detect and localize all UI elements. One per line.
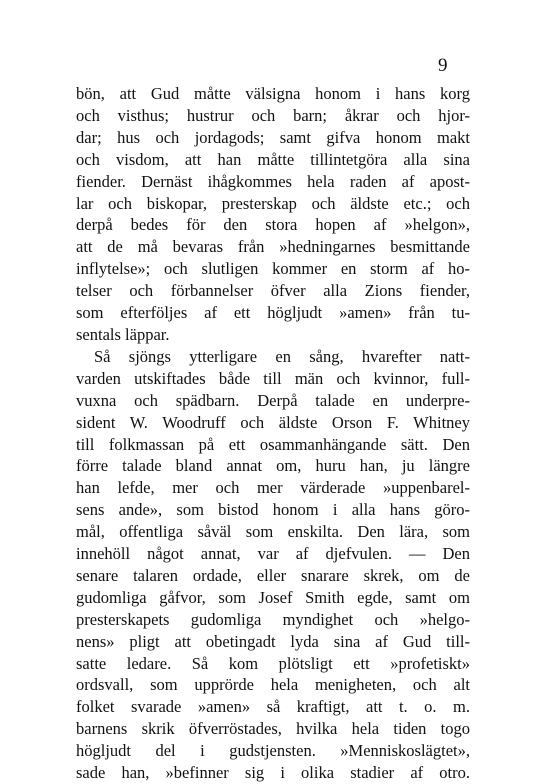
- text-line: mål, offentliga såväl som enskilta. Den lära, som: [76, 522, 470, 542]
- text-line: ordsvall, som upprörde hela menigheten, och alt: [76, 675, 470, 695]
- text-line: dar; hus och jordagods; samt gifva honom makt: [76, 127, 470, 147]
- text-line: presterskapets gudomliga myndighet och »helgo-: [76, 609, 470, 629]
- text-line: att de må bevaras från »hedningarnes besmittande: [76, 237, 470, 257]
- text-line: folket svarade »amen» så kraftigt, att t. o. m.: [76, 697, 470, 717]
- page-number: 9: [438, 55, 448, 76]
- text-line: inflytelse»; och slutligen kommer en storm af ho-: [76, 259, 470, 279]
- text-line: Så sjöngs ytterligare en sång, hvarefter natt-: [94, 346, 470, 366]
- text-line: förre talade bland annat om, huru han, ju längre: [76, 456, 470, 476]
- text-line: som efterföljes af ett högljudt »amen» från tu-: [76, 303, 470, 323]
- text-line: derpå bedes för den stora hopen af »helgon»,: [76, 215, 470, 235]
- text-line: gudomliga gåfvor, som Josef Smith egde, samt om: [76, 587, 470, 607]
- text-line: sentals läppar.: [76, 324, 170, 344]
- text-line: senare talaren ordade, eller snarare skrek, om de: [76, 565, 470, 585]
- text-line: och visdom, att han måtte tillintetgöra alla sina: [76, 149, 470, 169]
- text-line: och visthus; hustrur och barn; åkrar och hjor-: [76, 105, 470, 125]
- text-line: satte ledare. Så kom plötsligt ett »profetiskt»: [76, 653, 470, 673]
- text-line: fiender. Dernäst ihågkommes hela raden af apost-: [76, 171, 470, 191]
- text-line: sident W. Woodruff och äldste Orson F. Whitney: [76, 412, 470, 432]
- text-line: lar och biskopar, presterskap och äldste etc.; och: [76, 193, 470, 213]
- text-line: innehöll något annat, var af djefvulen. — Den: [76, 544, 470, 564]
- text-line: telser och förbannelser öfver alla Zions fiender,: [76, 281, 470, 301]
- text-line: sade han, »befinner sig i olika stadier af otro.: [76, 763, 470, 783]
- text-line: högljudt del i gudstjensten. »Menniskoslägtet»,: [76, 741, 470, 761]
- text-line: varden utskiftades både till män och kvinnor, full-: [76, 368, 470, 388]
- text-line: bön, att Gud måtte välsigna honom i hans korg: [76, 84, 470, 103]
- text-line: barnens skrik öfverröstades, hvilka hela tiden togo: [76, 719, 470, 739]
- text-line: vuxna och spädbarn. Derpå talade en underpre-: [76, 390, 470, 410]
- body-text: [76, 83, 470, 784]
- text-line: sens ande», som bistod honom i alla hans görо-: [76, 500, 470, 520]
- text-line: han lefde, mer och mer värderade »uppenbarel-: [76, 478, 470, 498]
- text-line: till folkmassan på ett osammanhängande sätt. Den: [76, 434, 470, 454]
- text-line: nens» pligt att obetingadt lyda sina af Gud till-: [76, 631, 470, 651]
